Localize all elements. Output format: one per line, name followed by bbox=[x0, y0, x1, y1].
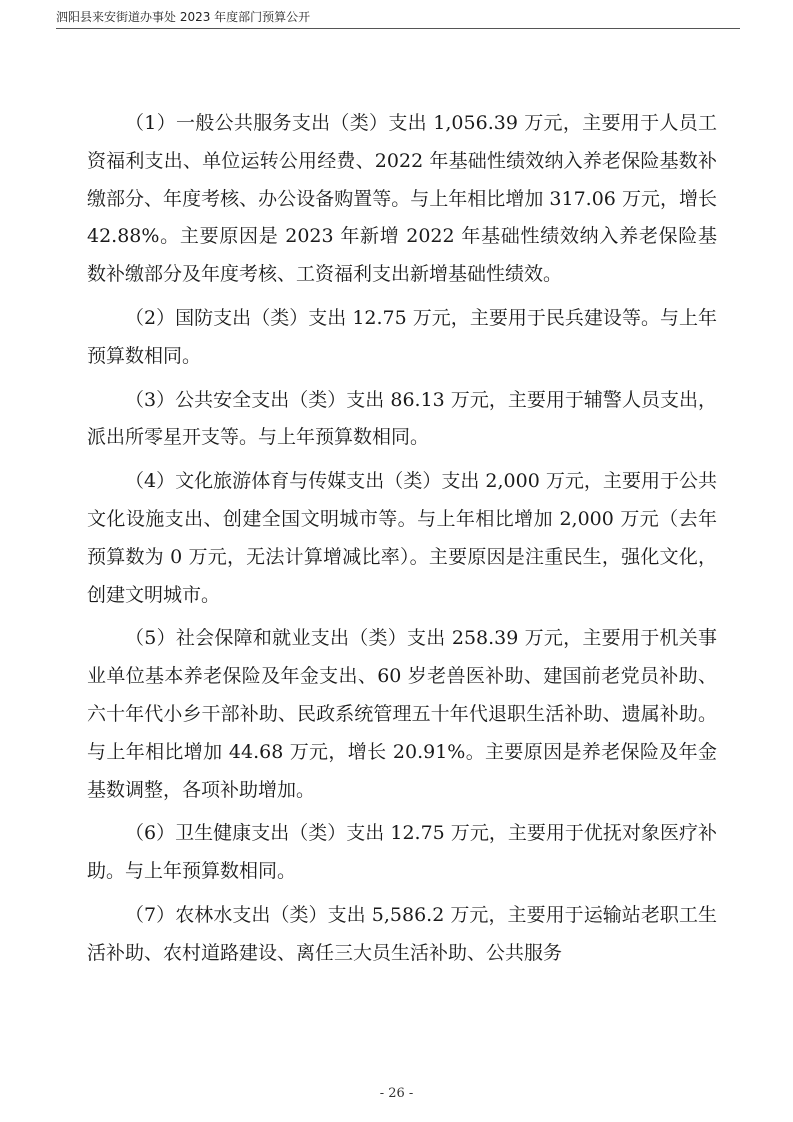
paragraph-public-security: （3）公共安全支出（类）支出 86.13 万元，主要用于辅警人员支出，派出所零星开支等。与上年预算数相同。 bbox=[87, 388, 717, 449]
paragraph-national-defense: （2）国防支出（类）支出 12.75 万元，主要用于民兵建设等。与上年预算数相同。 bbox=[87, 306, 717, 367]
paragraph-agriculture: （7）农林水支出（类）支出 5,586.2 万元，主要用于运输站老职工生活补助、农村道路建设、离任三大员生活补助、公共服务 bbox=[87, 903, 717, 964]
paragraph-general-public-services: （1）一般公共服务支出（类）支出 1,056.39 万元，主要用于人员工资福利支出、单位运转公用经费、2022 年基础性绩效纳入养老保险基数补缴部分、年度考核、办公设备购置等。与上年相比增加 317.06 万元，增长 42.88%。主要原因是 2023 年新增 2022 年基础性绩效纳入养老保险基数补缴部分及年度考核、工资福利支出新增基础性绩效。 bbox=[87, 112, 717, 286]
header-title: 泗阳县来安街道办事处 2023 年度部门预算公开 bbox=[56, 10, 311, 24]
body-text bbox=[87, 105, 717, 979]
page-number: - 26 - bbox=[379, 1086, 414, 1101]
paragraph-health: （6）卫生健康支出（类）支出 12.75 万元，主要用于优抚对象医疗补助。与上年预算数相同。 bbox=[87, 822, 717, 883]
page-header bbox=[56, 6, 740, 29]
paragraph-culture-tourism: （4）文化旅游体育与传媒支出（类）支出 2,000 万元，主要用于公共文化设施支出、创建全国文明城市等。与上年相比增加 2,000 万元（去年预算数为 0 万元，无法计算增减比率）。主要原因是注重民生，强化文化，创建文明城市。 bbox=[87, 470, 717, 606]
paragraph-social-security: （5）社会保障和就业支出（类）支出 258.39 万元，主要用于机关事业单位基本养老保险及年金支出、60 岁老兽医补助、建国前老党员补助、六十年代小乡干部补助、民政系统管理五十年代退职生活补助、遗属补助。与上年相比增加 44.68 万元，增长 20.91%。主要原因是养老保险及年金基数调整，各项补助增加。 bbox=[87, 627, 717, 801]
page-footer bbox=[0, 1086, 793, 1101]
